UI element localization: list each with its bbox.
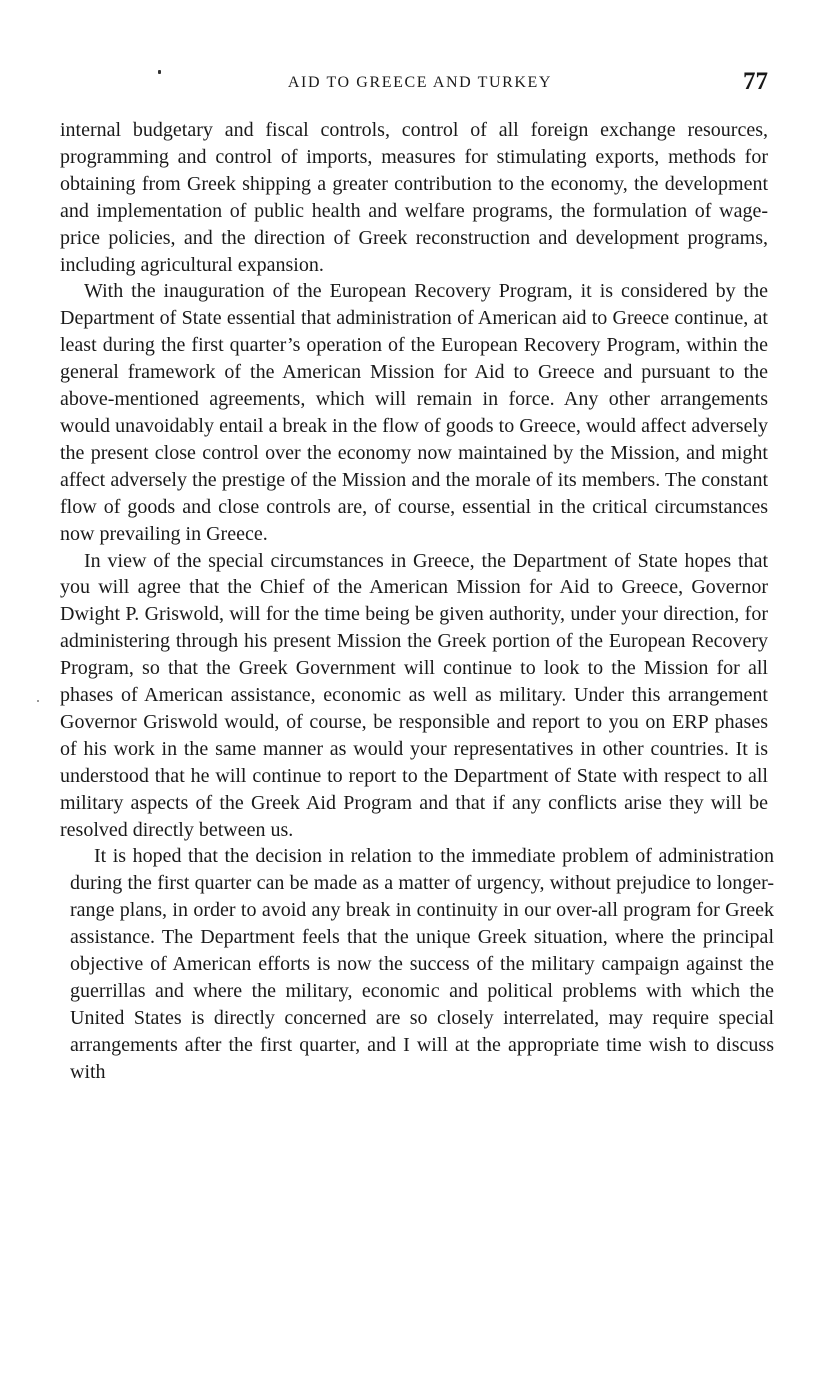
print-speck	[158, 70, 161, 74]
print-speck	[37, 700, 39, 702]
paragraph-urgency: It is hoped that the decision in relation to the immediate problem of administration during the first quarter can be made as a matter of urgency, without prejudice to longer-range plans, in order to avoid any break in continuity in our over-all program for Greek assistance. The Department feels that the unique Greek situation, where the principal objective of American efforts is now the success of the military campaign against the guerrillas and where the military, economic and political problems with which the United States is directly concerned are so closely interrelated, may require special arrangements after the first quarter, and I will at the appropriate time wish to discuss with	[70, 845, 774, 1083]
paragraph-griswold-authority: In view of the special circumstances in Greece, the Department of State hopes that you will agree that the Chief of the American Mission for Aid to Greece, Governor Dwight P. Griswold, will for the time being be given authority, under your direction, for administering through his present Mission the Greek portion of the European Recovery Program, so that the Greek Government will continue to look to the Mission for all phases of American assistance, economic as well as military. Under this arrangement Governor Griswold would, of course, be responsible and report to you on ERP phases of his work in the same manner as would your representatives in other countries. It is understood that he will continue to report to the Department of State with respect to all military aspects of the Greek Aid Program and that if any conflicts arise they will be resolved directly between us.	[60, 549, 768, 841]
body-text	[60, 117, 774, 1086]
paragraph-erp-administration: With the inauguration of the European Recovery Program, it is considered by the Department of State essential that administration of American aid to Greece continue, at least during the first quarter’s operation of the European Recovery Program, within the general framework of the American Mission for Aid to Greece and pursuant to the above-mentioned agreements, which will remain in force. Any other arrangements would unavoidably entail a break in the flow of goods to Greece, would affect adversely the present close control over the economy now maintained by the Mission, and might affect adversely the prestige of the Mission and the morale of its members. The constant flow of goods and close controls are, of course, essential in the critical circumstances now prevailing in Greece.	[60, 280, 768, 545]
paragraph-continuation: internal budgetary and fiscal controls, control of all foreign exchange resources, programming and control of imports, measures for stimulating exports, methods for obtaining from Greek shipping a greater contribution to the economy, the development and implementation of public health and welfare programs, the formulation of wage-price policies, and the direction of Greek reconstruction and development programs, including agricultural expansion.	[60, 119, 768, 276]
page-number: 77	[743, 68, 768, 95]
running-title: AID TO GREECE AND TURKEY	[287, 74, 553, 91]
page-header	[58, 68, 768, 102]
